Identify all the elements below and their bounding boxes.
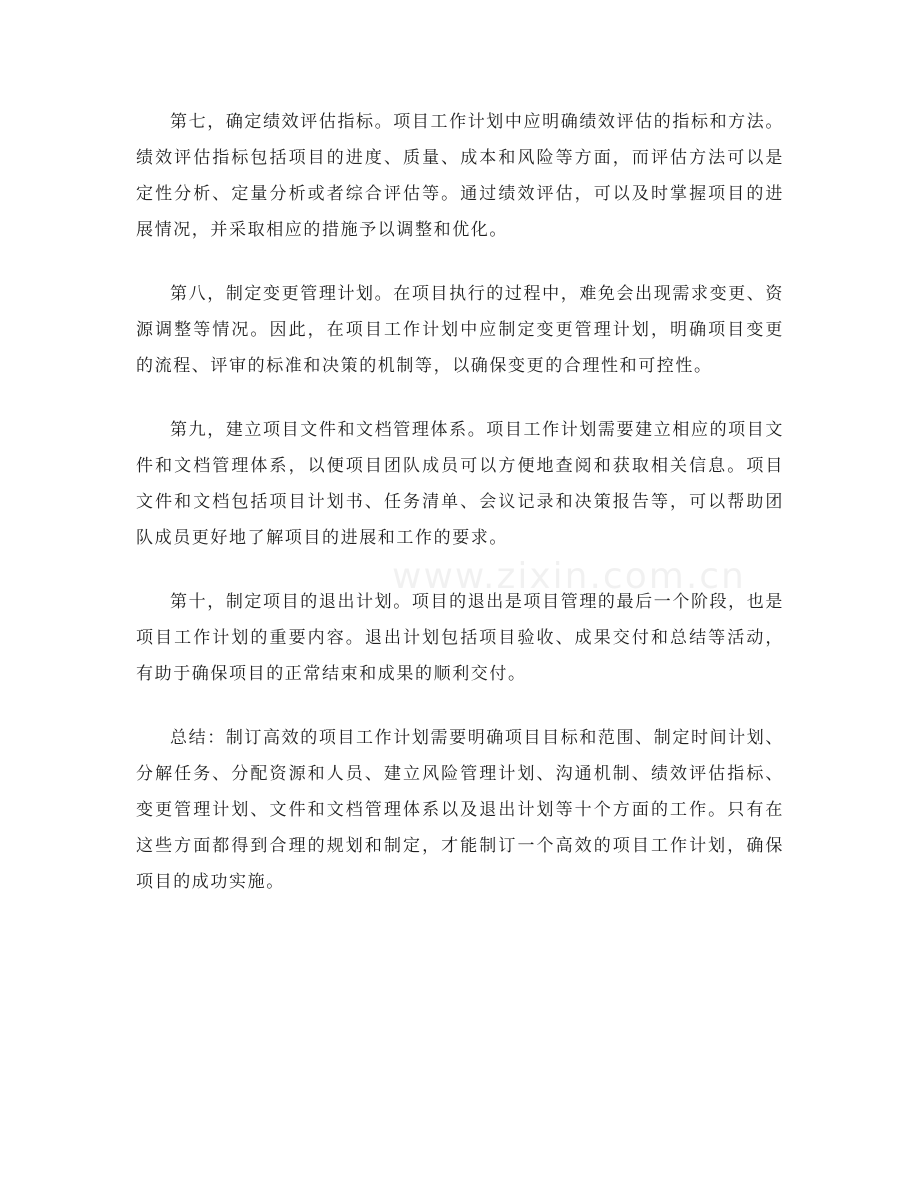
paragraph-7-performance-evaluation: 第七，确定绩效评估指标。项目工作计划中应明确绩效评估的指标和方法。绩效评估指标包括项目的进度、质量、成本和风险等方面，而评估方法可以是定性分析、定量分析或者综合评估等。通过绩效评估，可以及时掌握项目的进展情况，并采取相应的措施予以调整和优化。 <box>136 112 784 240</box>
document-body <box>136 104 784 928</box>
paragraph-9-document-management: 第九，建立项目文件和文档管理体系。项目工作计划需要建立相应的项目文件和文档管理体系，以便项目团队成员可以方便地查阅和获取相关信息。项目文件和文档包括项目计划书、任务清单、会议记录和决策报告等，可以帮助团队成员更好地了解项目的进展和工作的要求。 <box>136 420 784 548</box>
watermark: www.zixin.com.cn <box>392 556 746 597</box>
paragraph-8-change-management: 第八，制定变更管理计划。在项目执行的过程中，难免会出现需求变更、资源调整等情况。因此，在项目工作计划中应制定变更管理计划，明确项目变更的流程、评审的标准和决策的机制等，以确保变更的合理性和可控性。 <box>136 284 784 376</box>
paragraph-summary: 总结：制订高效的项目工作计划需要明确项目目标和范围、制定时间计划、分解任务、分配资源和人员、建立风险管理计划、沟通机制、绩效评估指标、变更管理计划、文件和文档管理体系以及退出计划等十个方面的工作。只有在这些方面都得到合理的规划和制定，才能制订一个高效的项目工作计划，确保项目的成功实施。 <box>136 728 784 892</box>
paragraph-10-exit-plan: 第十，制定项目的退出计划。项目的退出是项目管理的最后一个阶段，也是项目工作计划的重要内容。退出计划包括项目验收、成果交付和总结等活动，有助于确保项目的正常结束和成果的顺利交付。 <box>136 592 784 684</box>
